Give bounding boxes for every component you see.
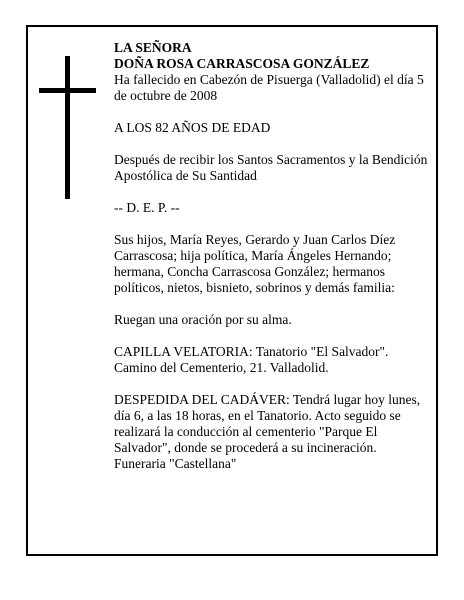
cross-vertical-bar bbox=[65, 56, 70, 199]
sacraments-line: Después de recibir los Santos Sacramentos y la Bendición Apostólica de Su Santidad bbox=[114, 152, 428, 183]
family-line: Sus hijos, María Reyes, Gerardo y Juan Carlos Díez Carrascosa; hija política, María Ángeles Hernando; hermana, Concha Carrascosa González; hermanos políticos, nietos, bisnieto, sobrinos y demás familia: bbox=[114, 232, 396, 295]
age-line: A LOS 82 AÑOS DE EDAD bbox=[114, 120, 271, 135]
prayer-line: Ruegan una oración por su alma. bbox=[114, 312, 292, 327]
heading-line-1: LA SEÑORA bbox=[114, 40, 192, 55]
chapel-line: CAPILLA VELATORIA: Tanatorio "El Salvador". Camino del Cementerio, 21. Valladolid. bbox=[114, 344, 389, 375]
heading-line-2: DOÑA ROSA CARRASCOSA GONZÁLEZ bbox=[114, 56, 370, 71]
funeral-home-line: Funeraria "Castellana" bbox=[114, 456, 237, 471]
cross-horizontal-bar bbox=[39, 88, 96, 93]
farewell-line: DESPEDIDA DEL CADÁVER: Tendrá lugar hoy lunes, día 6, a las 18 horas, en el Tanatorio. Acto seguido se realizará la conducción al cementerio "Parque El Salvador", donde se procederá a su incineración. bbox=[114, 392, 421, 455]
obituary-card bbox=[26, 25, 438, 556]
latin-cross-icon bbox=[39, 56, 96, 199]
death-notice: Ha fallecido en Cabezón de Pisuerga (Valladolid) el día 5 de octubre de 2008 bbox=[114, 72, 424, 103]
obituary-text bbox=[114, 40, 434, 472]
rip-line: -- D. E. P. -- bbox=[114, 200, 180, 215]
